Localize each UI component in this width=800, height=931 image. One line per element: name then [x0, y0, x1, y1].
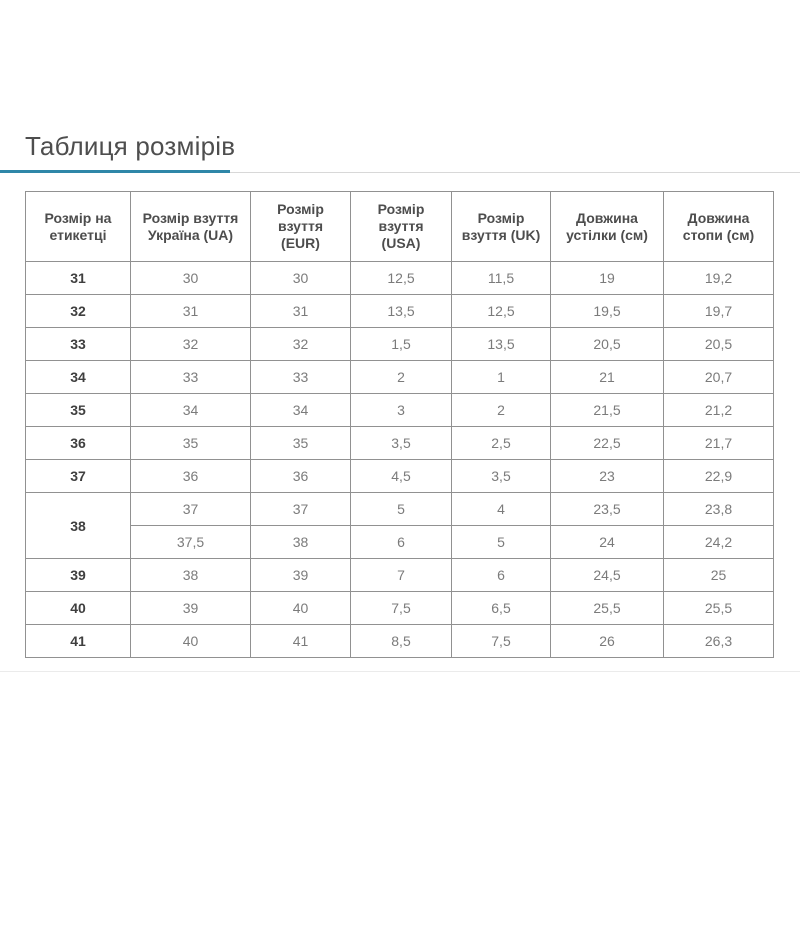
table-header-row [26, 192, 774, 262]
cell-eur: 40 [251, 592, 351, 625]
cell-ua: 30 [131, 262, 251, 295]
cell-insole: 22,5 [551, 427, 664, 460]
cell-eur: 38 [251, 526, 351, 559]
cell-uk: 7,5 [452, 625, 551, 658]
cell-uk: 11,5 [452, 262, 551, 295]
cell-ua: 36 [131, 460, 251, 493]
cell-foot: 19,7 [664, 295, 774, 328]
cell-eur: 39 [251, 559, 351, 592]
cell-insole: 23,5 [551, 493, 664, 526]
cell-uk: 4 [452, 493, 551, 526]
cell-eur: 32 [251, 328, 351, 361]
cell-uk: 6,5 [452, 592, 551, 625]
table-row [26, 361, 774, 394]
cell-label: 41 [26, 625, 131, 658]
table-row [26, 625, 774, 658]
cell-insole: 24,5 [551, 559, 664, 592]
cell-foot: 21,2 [664, 394, 774, 427]
table-row [26, 559, 774, 592]
cell-label: 34 [26, 361, 131, 394]
col-header-usa: Розмір взуття (USA) [351, 192, 452, 262]
table-row [26, 328, 774, 361]
cell-insole: 21,5 [551, 394, 664, 427]
cell-ua: 37,5 [131, 526, 251, 559]
cell-ua: 32 [131, 328, 251, 361]
cell-ua: 38 [131, 559, 251, 592]
cell-ua: 33 [131, 361, 251, 394]
cell-eur: 36 [251, 460, 351, 493]
cell-uk: 2 [452, 394, 551, 427]
cell-eur: 30 [251, 262, 351, 295]
cell-usa: 7 [351, 559, 452, 592]
cell-usa: 7,5 [351, 592, 452, 625]
cell-foot: 20,5 [664, 328, 774, 361]
cell-insole: 21 [551, 361, 664, 394]
table-row [26, 460, 774, 493]
table-row [26, 526, 774, 559]
cell-label: 35 [26, 394, 131, 427]
cell-foot: 19,2 [664, 262, 774, 295]
cell-label: 33 [26, 328, 131, 361]
cell-label: 31 [26, 262, 131, 295]
table-row [26, 394, 774, 427]
cell-foot: 25,5 [664, 592, 774, 625]
cell-ua: 34 [131, 394, 251, 427]
table-row [26, 427, 774, 460]
cell-uk: 3,5 [452, 460, 551, 493]
cell-label: 37 [26, 460, 131, 493]
cell-ua: 39 [131, 592, 251, 625]
cell-label: 38 [26, 493, 131, 559]
cell-uk: 2,5 [452, 427, 551, 460]
cell-ua: 37 [131, 493, 251, 526]
col-header-foot: Довжина стопи (см) [664, 192, 774, 262]
cell-uk: 13,5 [452, 328, 551, 361]
cell-eur: 33 [251, 361, 351, 394]
cell-label: 39 [26, 559, 131, 592]
table-row [26, 493, 774, 526]
bottom-divider [0, 671, 800, 672]
cell-label: 32 [26, 295, 131, 328]
size-table [25, 191, 774, 658]
cell-uk: 1 [452, 361, 551, 394]
cell-uk: 6 [452, 559, 551, 592]
cell-usa: 6 [351, 526, 452, 559]
table-row [26, 592, 774, 625]
cell-eur: 35 [251, 427, 351, 460]
cell-insole: 20,5 [551, 328, 664, 361]
cell-uk: 12,5 [452, 295, 551, 328]
cell-usa: 4,5 [351, 460, 452, 493]
cell-usa: 3 [351, 394, 452, 427]
cell-insole: 19,5 [551, 295, 664, 328]
cell-foot: 20,7 [664, 361, 774, 394]
cell-eur: 37 [251, 493, 351, 526]
cell-eur: 41 [251, 625, 351, 658]
cell-label: 40 [26, 592, 131, 625]
table-row [26, 262, 774, 295]
cell-insole: 25,5 [551, 592, 664, 625]
cell-eur: 34 [251, 394, 351, 427]
cell-foot: 21,7 [664, 427, 774, 460]
cell-foot: 26,3 [664, 625, 774, 658]
cell-uk: 5 [452, 526, 551, 559]
col-header-uk: Розмір взуття (UK) [452, 192, 551, 262]
col-header-eur: Розмір взуття (EUR) [251, 192, 351, 262]
cell-insole: 26 [551, 625, 664, 658]
cell-insole: 24 [551, 526, 664, 559]
cell-usa: 5 [351, 493, 452, 526]
accent-underline [0, 170, 230, 173]
cell-insole: 23 [551, 460, 664, 493]
cell-usa: 12,5 [351, 262, 452, 295]
cell-usa: 2 [351, 361, 452, 394]
cell-insole: 19 [551, 262, 664, 295]
cell-usa: 8,5 [351, 625, 452, 658]
cell-foot: 22,9 [664, 460, 774, 493]
table-row [26, 295, 774, 328]
col-header-label: Розмір на етикетці [26, 192, 131, 262]
cell-foot: 24,2 [664, 526, 774, 559]
title-underline [0, 170, 800, 173]
cell-usa: 1,5 [351, 328, 452, 361]
cell-label: 36 [26, 427, 131, 460]
col-header-ua: Розмір взуття Україна (UA) [131, 192, 251, 262]
cell-usa: 13,5 [351, 295, 452, 328]
cell-ua: 31 [131, 295, 251, 328]
cell-foot: 23,8 [664, 493, 774, 526]
page-title: Таблиця розмірів [25, 131, 236, 161]
col-header-insole: Довжина устілки (см) [551, 192, 664, 262]
cell-eur: 31 [251, 295, 351, 328]
cell-ua: 35 [131, 427, 251, 460]
cell-ua: 40 [131, 625, 251, 658]
cell-foot: 25 [664, 559, 774, 592]
cell-usa: 3,5 [351, 427, 452, 460]
